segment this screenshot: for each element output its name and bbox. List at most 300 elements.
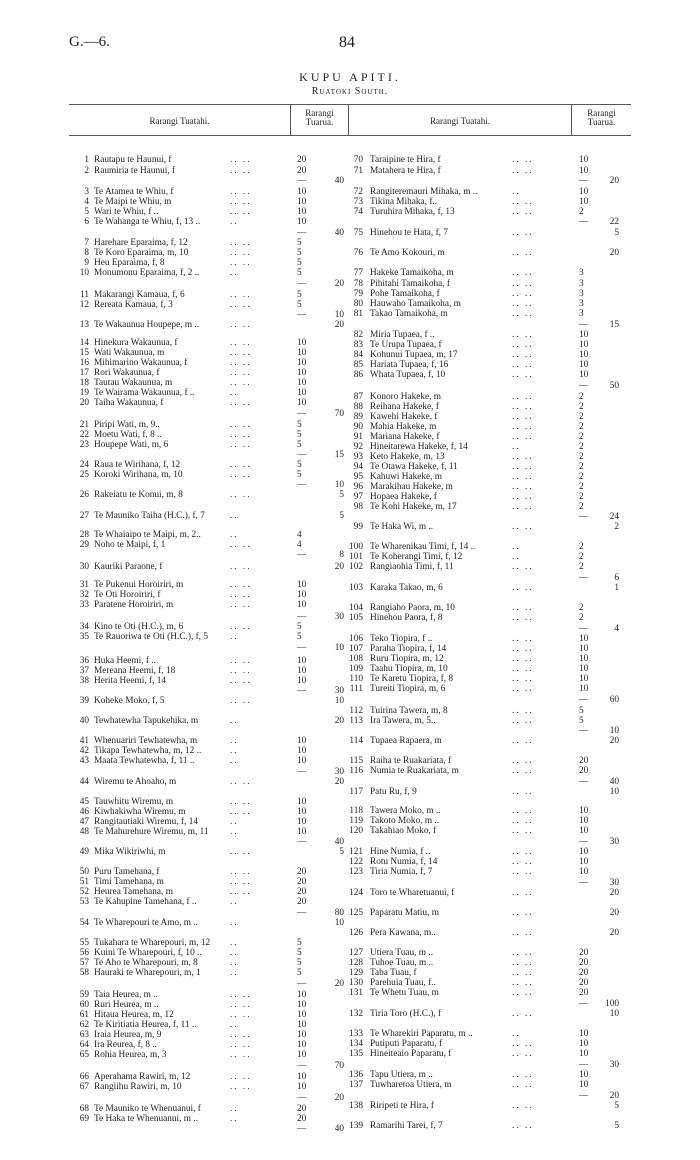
subtotal-rule: — [579,777,589,787]
leader-dots: .. .. [230,676,252,686]
leader-dots: .. [230,948,239,958]
entry-number: 138 [349,1101,363,1111]
owner-name: Takoto Moko, m .. [370,816,440,826]
share-value: 2 [579,402,584,412]
leader-dots: .. .. [512,350,534,360]
owner-name: Taraipine te Hira, f [370,155,441,165]
subtotal-row [0,695,700,706]
document-reference: G.—6. [69,34,110,50]
share-value: 10 [297,1030,307,1040]
share-value: 5 [297,430,302,440]
leader-dots: .. [230,1020,239,1030]
owner-name: Te Rauoriwa te Oti (H.C.), f, 5 [94,632,208,642]
subtotal-rule: — [297,979,307,989]
share-value: 10 [297,358,307,368]
share-value: 10 [297,378,307,388]
group-total: 20 [334,279,344,289]
share-value: 5 [297,470,302,480]
group-total: 10 [334,918,344,928]
share-value: 10 [297,217,307,227]
entry-number: 60 [79,1000,89,1010]
leader-dots: .. [230,388,239,398]
share-value: 10 [579,664,589,674]
entry-number: 53 [79,897,89,907]
list-item [0,1101,700,1112]
share-value: 10 [297,197,307,207]
subtotal-rule: — [297,837,307,847]
group-total: 70 [334,1061,344,1071]
owner-name: Te Mahurehure Wiremu, m, 11 [94,827,209,837]
share-value: 5 [297,290,302,300]
share-value: 10 [579,155,589,165]
share-value: 5 [297,248,302,258]
subtotal-rule: — [297,176,307,186]
entry-number: 136 [349,1070,363,1080]
share-value: 2 [579,542,584,552]
left-name-header: Rarangi Tuatahi. [149,116,210,126]
leader-dots: .. .. [512,462,534,472]
entry-number: 71 [353,166,363,176]
subtotal-rule: — [297,643,307,653]
leader-dots: .. .. [512,197,534,207]
owner-name: Moetu Wati, f, 8 .. [94,430,162,440]
group-total: 20 [334,562,344,572]
entry-number: 8 [84,248,89,258]
owner-name: Te Wahanga te Whiu, f, 13 .. [94,217,201,227]
entry-number: 7 [84,238,89,248]
owner-name: Ira Reurea, f, 8 .. [94,1040,157,1050]
entry-number: 27 [79,511,89,521]
owner-name: Tiria Toro (H.C.), f [370,1009,442,1019]
owner-name: Te Haka te Whenuanui, m .. [94,1114,198,1124]
leader-dots: .. .. [230,197,252,207]
entry-number: 83 [353,340,363,350]
leader-dots: .. .. [230,300,252,310]
list-item [0,1121,700,1132]
list-item [0,1080,700,1091]
list-item [0,155,700,166]
owner-name: Te Kiritiatia Heurea, f, 11 .. [94,1020,197,1030]
leader-dots: .. [230,756,239,766]
leader-dots: .. .. [230,666,252,676]
entry-number: 23 [79,440,89,450]
share-value: 20 [579,988,589,998]
entry-number: 123 [349,867,363,877]
entry-number: 61 [79,1010,89,1020]
entry-number: 119 [349,816,363,826]
share-value: 5 [297,300,302,310]
owner-name: Te Kahupine Tamehana, f .. [94,897,197,907]
group-total: 5 [339,490,344,500]
owner-name: Rangitautiaki Wiremu, f, 14 [94,817,199,827]
leader-dots: .. .. [512,674,534,684]
share-value: 5 [579,706,584,716]
owner-name: Whata Tupaea, f, 10 [370,370,446,380]
leader-dots: .. .. [512,756,534,766]
share-value: 10 [579,340,589,350]
share-value: 10 [579,857,589,867]
share-value: 2 [579,452,584,462]
group-total: 30 [334,767,344,777]
leader-dots: .. [230,968,239,978]
owner-name: Mereana Heemi, f, 18 [94,666,176,676]
share-value: 10 [297,590,307,600]
owner-name: Te Amo Kokouri, m [370,248,445,258]
group-total: 20 [609,928,619,938]
right-share-header: Rarangi Tuarua. [587,108,616,127]
page-number: 84 [339,34,355,51]
leader-dots: .. .. [512,644,534,654]
leader-dots: .. .. [230,1000,252,1010]
leader-dots: .. .. [230,877,252,887]
entry-number: 12 [79,300,89,310]
share-value: 10 [297,348,307,358]
entry-number: 126 [349,928,363,938]
header-bottom-rule [69,135,631,136]
leader-dots: .. .. [230,166,252,176]
owner-name: Houpepe Wati, m, 6 [94,440,169,450]
leader-dots: .. .. [230,460,252,470]
owner-name: Wati Wakaunua, m [94,348,165,358]
share-value: 2 [579,472,584,482]
entry-number: 43 [79,756,89,766]
leader-dots: .. [230,1104,239,1114]
entry-number: 16 [79,358,89,368]
owner-name: Raua te Wirihana, f, 12 [94,460,181,470]
leader-dots: .. .. [230,470,252,480]
owner-name: Pohe Tamaikoha, f [370,289,440,299]
leader-dots: .. .. [230,1040,252,1050]
share-value: 5 [297,440,302,450]
leader-dots: .. [230,530,239,540]
share-value: 10 [297,600,307,610]
entry-number: 10 [79,268,89,278]
entry-number: 94 [353,462,363,472]
owner-name: Harehare Eparaima, f, 12 [94,238,188,248]
leader-dots: .. .. [512,1101,534,1111]
owner-name: Hine Numia, f .. [370,847,431,857]
entry-number: 82 [353,330,363,340]
subtotal-rule: — [579,573,589,583]
owner-name: Patu Ru, f, 9 [370,787,417,797]
owner-name: Te Wakaunua Houpepe, m .. [94,320,200,330]
leader-dots: .. .. [230,600,252,610]
leader-dots: .. .. [512,736,534,746]
owner-name: Teko Tiopira, f .. [370,634,433,644]
entry-number: 105 [349,613,363,623]
entry-number: 6 [84,217,89,227]
owner-name: Rereata Kamaua, f, 3 [94,300,173,310]
share-value: 20 [297,1104,307,1114]
leader-dots: .. .. [230,867,252,877]
list-item [0,908,700,919]
group-total: 22 [609,217,619,227]
group-total: 40 [334,837,344,847]
leader-dots: .. .. [512,908,534,918]
share-value: 2 [579,412,584,422]
share-value: 20 [579,756,589,766]
leader-dots: .. .. [512,826,534,836]
entry-number: 48 [79,827,89,837]
owner-name: Takao Tamaikoha, m [370,309,448,319]
entry-number: 69 [79,1114,89,1124]
owner-name: Te Oti Horoiriri, f [94,590,161,600]
leader-dots: .. .. [512,716,534,726]
entry-number: 78 [353,279,363,289]
group-total: 10 [334,480,344,490]
owner-name: Te Whaiaipo te Maipi, m, 2.. [94,530,201,540]
list-item [0,826,700,837]
leader-dots: .. .. [230,187,252,197]
share-value: 10 [297,338,307,348]
share-value: 3 [579,279,584,289]
leader-dots: .. .. [512,664,534,674]
leader-dots: .. [512,542,521,552]
leader-dots: .. .. [512,155,534,165]
share-value: 20 [579,766,589,776]
list-item [0,888,700,899]
subtotal-rule: — [297,686,307,696]
entry-number: 127 [349,948,363,958]
leader-dots: .. .. [230,1072,252,1082]
leader-dots: .. .. [512,857,534,867]
owner-name: Raumiria te Haunui, f [94,166,176,176]
owner-name: Ruri Heurea, m .. [94,1000,159,1010]
leader-dots: .. .. [230,887,252,897]
leader-dots: .. [230,958,239,968]
owner-name: Tewhatewha Tapukehika, m [94,716,199,726]
leader-dots: .. .. [230,258,252,268]
share-value: 5 [297,268,302,278]
owner-name: Taia Heurea, m .. [94,990,158,1000]
list-item [0,736,700,747]
owner-name: Makarangi Kamaua, f, 6 [94,290,185,300]
leader-dots: .. [230,1114,239,1124]
entry-number: 14 [79,338,89,348]
leader-dots: .. .. [512,867,534,877]
entry-number: 85 [353,360,363,370]
share-value: 5 [297,420,302,430]
leader-dots: .. [512,442,521,452]
entry-number: 89 [353,412,363,422]
subtotal-rule: — [297,908,307,918]
owner-name: Hauwaho Tamaikoha, m [370,299,461,309]
share-value: 10 [579,360,589,370]
subtotal-rule: — [579,695,589,705]
owner-name: Te Aho te Wharepouri, m, 8 [94,958,198,968]
owner-name: Tuwharetoa Utiera, m [370,1080,452,1090]
entry-number: 50 [79,867,89,877]
leader-dots: .. .. [230,320,252,330]
owner-name: Takahiao Moko, f [370,826,437,836]
owner-name: Hineiteaio Paparatu, f [370,1049,452,1059]
leader-dots: .. .. [512,289,534,299]
leader-dots: .. .. [512,248,534,258]
list-item [0,787,700,798]
owner-name: Rangiihu Rawiri, m, 10 [94,1082,182,1092]
subtotal-row [0,381,700,392]
owner-name: Raiha te Ruakariata, f [370,756,452,766]
group-total: 10 [609,1009,619,1019]
share-value: 2 [579,462,584,472]
leader-dots: .. .. [512,1080,534,1090]
entry-number: 116 [349,766,363,776]
owner-name: Hakeke Tamaikoha, m [370,268,454,278]
owner-name: Kohunui Tupaea, m, 17 [370,350,458,360]
share-value: 5 [297,938,302,948]
leader-dots: .. .. [512,948,534,958]
list-item [0,928,700,939]
entry-number: 93 [353,452,363,462]
list-item [0,309,700,320]
leader-dots: .. .. [512,228,534,238]
share-value: 5 [297,238,302,248]
leader-dots: .. .. [512,787,534,797]
leader-dots: .. [230,938,239,948]
owner-name: Tikina Mihaka, f.. [370,197,438,207]
leader-dots: .. .. [230,378,252,388]
subtotal-rule: — [579,837,589,847]
owner-name: Ruru Tiopira, m, 12 [370,654,444,664]
share-value: 20 [297,897,307,907]
owner-name: Tureiti Tiopira, m, 6 [370,684,446,694]
share-value: 2 [579,392,584,402]
entry-number: 124 [349,888,363,898]
entry-number: 30 [79,562,89,572]
share-value: 10 [579,1049,589,1059]
leader-dots: .. .. [512,340,534,350]
share-value: 10 [297,1072,307,1082]
share-value: 10 [579,1070,589,1080]
subtotal-rule: — [579,320,589,330]
entry-number: 9 [84,258,89,268]
share-value: 10 [297,368,307,378]
entry-number: 88 [353,402,363,412]
leader-dots: .. [230,827,239,837]
leader-dots: .. .. [512,279,534,289]
leader-dots: .. .. [230,656,252,666]
entry-number: 114 [349,736,363,746]
owner-name: Herita Heemi, f, 14 [94,676,167,686]
entry-number: 62 [79,1020,89,1030]
group-total: 20 [334,1093,344,1103]
group-total: 30 [609,837,619,847]
owner-name: Hauraki te Wharepouri, m, 1 [94,968,201,978]
entry-number: 32 [79,590,89,600]
leader-dots: .. .. [512,299,534,309]
entry-number: 42 [79,746,89,756]
owner-name: Te Atamea te Whiu, f [94,187,174,197]
owner-name: Huka Heemi, f .. [94,656,156,666]
leader-dots: .. .. [230,580,252,590]
leader-dots: .. .. [230,540,252,550]
subtotal-rule: — [579,624,589,634]
leader-dots: .. .. [512,330,534,340]
entry-number: 103 [349,583,363,593]
leader-dots: .. .. [230,368,252,378]
owner-name: Rangiaohia Timi, f, 11 [370,562,454,572]
owner-name: Tiria Numia, f, 7 [370,867,433,877]
entry-number: 75 [353,228,363,238]
leader-dots: .. .. [512,706,534,716]
entry-number: 86 [353,370,363,380]
leader-dots: .. .. [512,452,534,462]
entry-number: 96 [353,482,363,492]
group-total: 40 [334,176,344,186]
leader-dots: .. .. [512,482,534,492]
entry-number: 1 [84,155,89,165]
leader-dots: .. .. [512,978,534,988]
share-value: 10 [297,817,307,827]
entry-number: 20 [79,398,89,408]
leader-dots: .. .. [230,562,252,572]
share-value: 10 [297,388,307,398]
entry-number: 112 [349,706,363,716]
owner-name: Rotu Numia, f, 14 [370,857,438,867]
group-total: 100 [605,999,619,1009]
group-total: 24 [609,512,619,522]
list-item [0,1049,700,1060]
leader-dots: .. .. [512,392,534,402]
entry-number: 38 [79,676,89,686]
owner-name: Tapu Utiera, m .. [370,1070,433,1080]
share-value: 5 [297,968,302,978]
owner-name: Karaka Takao, m, 6 [370,583,443,593]
group-total: 20 [609,908,619,918]
leader-dots: .. .. [512,166,534,176]
entry-number: 81 [353,309,363,319]
owner-name: Parehuia Tuau, f.. [370,978,436,988]
entry-number: 102 [349,562,363,572]
leader-dots: .. .. [230,238,252,248]
owner-name: Taahu Tiopira, m, 10 [370,664,448,674]
entry-number: 137 [349,1080,363,1090]
leader-dots: .. .. [512,806,534,816]
leader-dots: .. .. [230,1030,252,1040]
share-value: 3 [579,299,584,309]
subtotal-row [0,217,700,228]
entry-number: 128 [349,958,363,968]
group-total: 20 [334,777,344,787]
group-total: 10 [334,310,344,320]
group-total: 1 [614,583,619,593]
leader-dots: .. .. [512,1121,534,1131]
subtotal-rule: — [579,512,589,522]
owner-name: Taiha Wakaunua, f [94,398,164,408]
owner-name: Aperahama Rawiri, m, 12 [94,1072,191,1082]
share-value: 10 [579,644,589,654]
leader-dots: .. .. [230,1050,252,1060]
leader-dots: .. .. [512,654,534,664]
leader-dots: .. .. [512,422,534,432]
owner-name: Rakeiatu te Konui, m, 8 [94,490,183,500]
share-value: 2 [579,207,584,217]
owner-name: Koheke Moko, f, 5 [94,696,165,706]
owner-name: Hinehou Paora, f, 8 [370,613,443,623]
share-value: 10 [297,1020,307,1030]
share-value: 10 [579,187,589,197]
list-item [0,583,700,594]
share-value: 10 [579,867,589,877]
share-value: 10 [297,746,307,756]
leader-dots: .. [230,897,239,907]
share-value: 10 [579,684,589,694]
entry-number: 72 [353,187,363,197]
group-total: 6 [614,573,619,583]
share-value: 20 [297,867,307,877]
owner-name: Paparatu Matiu, m [370,908,439,918]
owner-name: Mika Wikiriwhi, m [94,847,166,857]
